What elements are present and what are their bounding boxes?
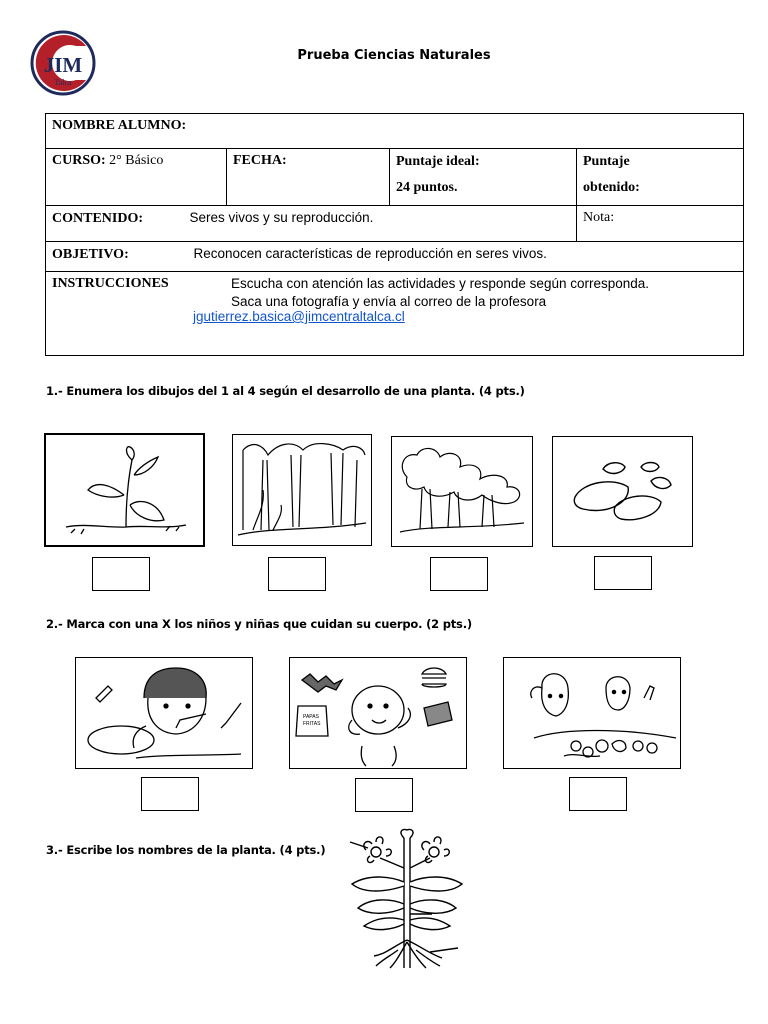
forest-picture [232,434,372,546]
name-label: NOMBRE ALUMNO: [52,118,187,133]
grade-cell[interactable] [577,206,744,242]
instructions-line-1: Escucha con atención las actividades y responde según corresponda. [231,276,650,291]
fries-label-2: FRITAS [303,721,321,727]
healthy-food-drawing [504,658,680,768]
answer-box-sprout[interactable] [92,557,150,591]
answer-box-seeds[interactable] [594,556,652,590]
obtained-score-label-1: Puntaje [583,154,630,169]
ideal-score-value: 24 puntos. [396,180,458,195]
plant-parts-drawing [330,828,490,978]
answer-box-trees[interactable] [430,557,488,591]
flower-left [364,837,391,863]
seeds-picture [552,436,693,547]
obtained-score-cell[interactable] [577,149,744,206]
content-cell [46,206,577,242]
course-value: 2° Básico [109,153,164,168]
flower-right [422,837,449,863]
course-label: CURSO: [52,153,106,168]
question-3: 3.- Escribe los nombres de la planta. (4 pts.) [46,843,326,857]
grade-label: Nota: [583,210,615,225]
svg-text:JIM: JIM [43,53,83,77]
svg-text:✠: ✠ [47,46,55,55]
objective-value: Reconocen características de reproducción en seres vivos. [193,246,547,261]
school-logo [30,28,96,98]
answer-box-junk-food[interactable] [355,778,413,812]
boy-eating-junk-food-picture [289,657,467,769]
question-2: 2.- Marca con una X los niños y niñas que cuidan su cuerpo. (2 pts.) [46,617,472,631]
content-label: CONTENIDO: [52,211,144,226]
trees-picture [391,436,533,547]
junk-food-drawing [290,658,466,768]
objective-label: OBJETIVO: [52,247,129,262]
fries-label-1: PAPAS [303,714,319,720]
forest-drawing [233,435,371,545]
plant-parts-picture [330,828,490,978]
boy-brushing-drawing [76,658,252,768]
sprout-drawing [46,435,203,545]
instructions-line-2: Saca una fotografía y envía al correo de la profesora [231,294,547,309]
seeds-drawing [553,437,692,546]
sprout-picture [44,433,205,547]
date-cell[interactable] [227,149,390,206]
name-cell[interactable] [46,114,744,149]
instructions-label: INSTRUCCIONES [52,276,169,291]
trees-drawing [392,437,532,546]
svg-text:Talca: Talca [54,78,72,87]
ideal-score-cell [390,149,577,206]
answer-box-brushing[interactable] [141,777,199,811]
obtained-score-label-2: obtenido: [583,180,640,195]
ideal-score-label: Puntaje ideal: [396,154,480,169]
teacher-email-link[interactable]: jgutierrez.basica@jimcentraltalca.cl [193,309,405,324]
page-title: Prueba Ciencias Naturales [297,48,491,63]
student-info-table [45,113,744,356]
course-cell [46,149,227,206]
question-1: 1.- Enumera los dibujos del 1 al 4 según el desarrollo de una planta. (4 pts.) [46,384,525,398]
boy-brushing-teeth-picture [75,657,253,769]
answer-box-fruit[interactable] [569,777,627,811]
objective-cell [46,242,744,272]
content-value: Seres vivos y su reproducción. [189,210,374,225]
children-eating-fruit-picture [503,657,681,769]
answer-box-forest[interactable] [268,557,326,591]
instructions-cell [46,272,744,356]
date-label: FECHA: [233,153,287,168]
